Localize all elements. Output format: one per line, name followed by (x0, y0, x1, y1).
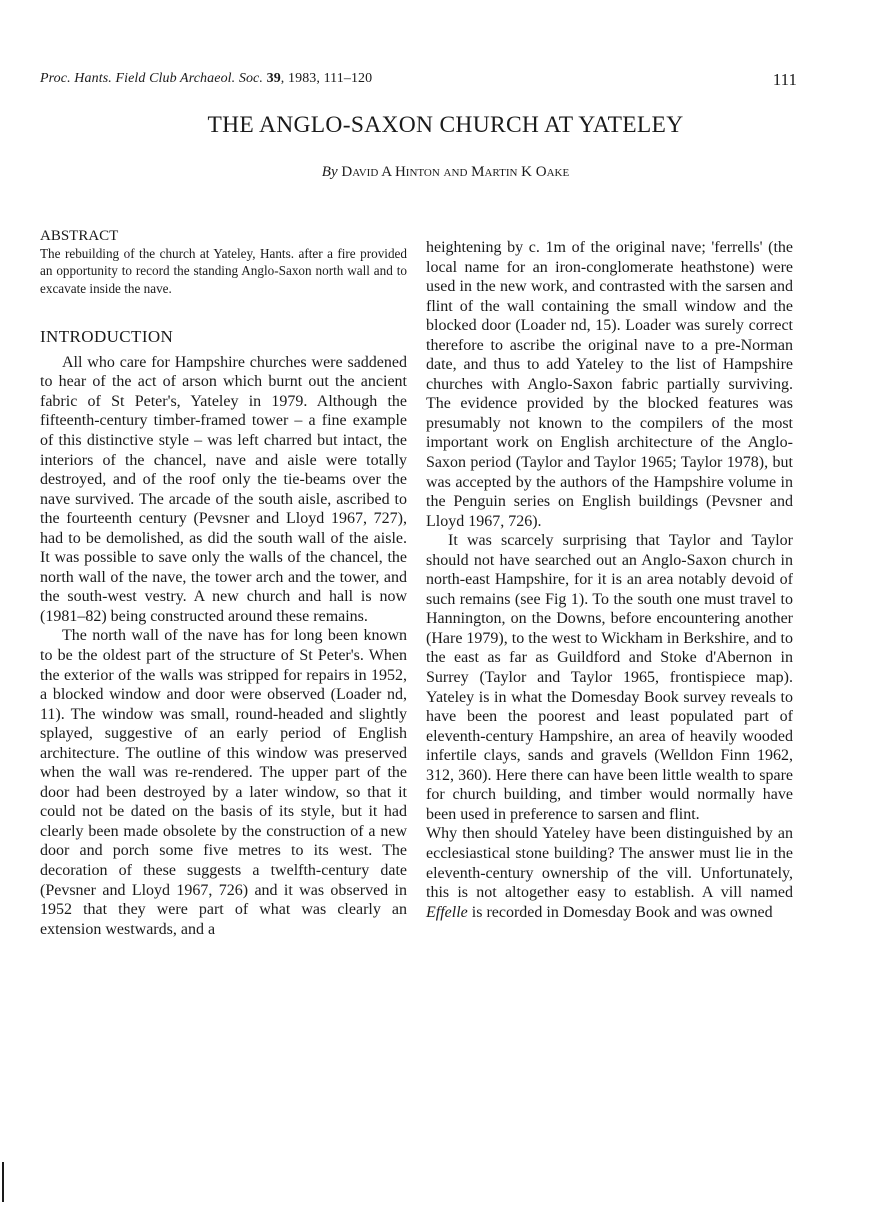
running-head (40, 71, 372, 87)
abstract-text: The rebuilding of the church at Yateley, Hants. after a fire provided an opportunity to record the standing Anglo-Saxon north wall and to excavate inside the nave. (40, 246, 407, 296)
introduction-paragraph-2: The north wall of the nave has for long been known to be the oldest part of the structure of St Peter's. When the exterior of the walls was stripped for repairs in 1952, a blocked window and door were observed (Loader nd, 11). The window was small, round-headed and slightly splayed, suggestive of an early period of English architecture. The outline of this window was preserved when the wall was re-rendered. The upper part of the door had been destroyed by a later window, so that it could not be dated on the basis of its style, but it had clearly been made obsolete by the construction of a new door and porch some five metres to its west. The decoration of these suggests a twelfth-century date (Pevsner and Lloyd 1967, 726) and it was observed in 1952 that they were part of what was clearly an extension westwards, and a (40, 627, 407, 938)
introduction-paragraph-1: All who care for Hampshire churches were saddened to hear of the act of arson which burnt out the ancient fabric of St Peter's, Yateley in 1979. Although the fifteenth-century timber-framed tower – a fine example of this distinctive style – was left charred but intact, the interiors of the chancel, nave and aisle were totally destroyed, and of the roof only the tie-beams over the nave survived. The arcade of the south aisle, ascribed to the fourteenth century (Pevsner and Lloyd 1967, 727), had to be demolished, as did the south wall of the aisle. It was possible to save only the walls of the chancel, the north wall of the nave, the tower arch and the tower, and the south-west vestry. A new church and hall is now (1981–82) being constructed around these remains. (40, 353, 407, 625)
place-name-effelle: Effelle (426, 903, 468, 921)
byline (0, 164, 891, 181)
abstract-heading: ABSTRACT (40, 228, 119, 244)
journal-year-pages: , 1983, 111–120 (280, 71, 373, 86)
margin-mark (2, 1162, 4, 1202)
journal-volume: 39 (266, 71, 281, 86)
introduction-paragraph-3: heightening by c. 1m of the original nave; 'ferrells' (the local name for an iron-conglomerate heathstone) were used in the new work, and contrasted with the sarsen and flint of the wall containing the small window and the blocked door (Loader nd, 15). Loader was surely correct therefore to ascribe the original nave to a pre-Norman date, and thus to add Yateley to the list of Hampshire churches with Anglo-Saxon fabric partially surviving. The evidence provided by the blocked features was presumably not known to the compilers of the most important work on English architecture of the Anglo-Saxon period (Taylor and Taylor 1965; Taylor 1978), but was accepted by the authors of the Hampshire volume in the Penguin series on English buildings (Pevsner and Lloyd 1967, 726). (426, 239, 793, 530)
article-title: THE ANGLO-SAXON CHURCH AT YATELEY (207, 112, 684, 138)
introduction-paragraph-5 (426, 824, 793, 922)
byline-prefix: By (321, 164, 338, 180)
page-number: 111 (772, 70, 797, 89)
right-column (426, 238, 793, 922)
introduction-heading: INTRODUCTION (40, 327, 174, 347)
left-column (40, 228, 407, 939)
authors: David A Hinton and Martin K Oake (341, 164, 570, 180)
journal-name: Proc. Hants. Field Club Archaeol. Soc. (40, 71, 263, 86)
paragraph-5-end: is recorded in Domesday Book and was owned (467, 903, 773, 921)
introduction-paragraph-4: It was scarcely surprising that Taylor and Taylor should not have searched out an Anglo-Saxon church in north-east Hampshire, for it is an area notably devoid of such remains (see Fig 1). To the south one must travel to Hannington, on the Downs, before encountering another (Hare 1979), to the west to Wickham in Berkshire, and to the east as far as Guildford and Stoke d'Abernon in Surrey (Taylor and Taylor 1965, frontispiece map). Yateley is in what the Domesday Book survey reveals to have been the poorest and least populated part of eleventh-century Hampshire, an area of heavily wooded infertile clays, sands and gravels (Welldon Finn 1962, 312, 360). Here there can have been little wealth to spare for church building, and timber would normally have been used in preference to sarsen and flint. (426, 532, 793, 823)
paragraph-5-start: Why then should Yateley have been distinguished by an ecclesiastical stone building? The answer must lie in the eleventh-century ownership of the vill. Unfortunately, this is not altogether easy to establish. A vill named (426, 825, 793, 902)
